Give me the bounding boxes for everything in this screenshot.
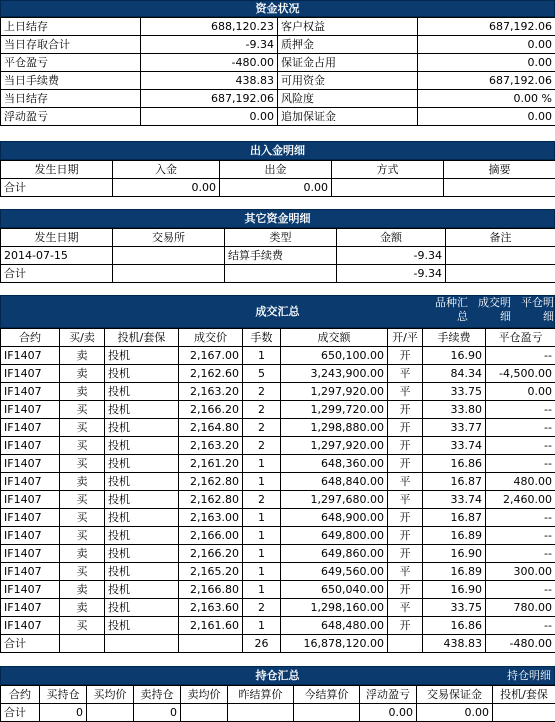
table-cell: IF1407 bbox=[1, 581, 60, 599]
table-cell: 买 bbox=[60, 491, 105, 509]
table-cell: 投机 bbox=[105, 563, 179, 581]
table-cell: 2,162.60 bbox=[179, 365, 243, 383]
table-cell: 开 bbox=[388, 437, 423, 455]
table-cell: 结算手续费 bbox=[225, 247, 337, 265]
table-cell: 1 bbox=[243, 347, 281, 365]
table-cell: -9.34 bbox=[337, 247, 446, 265]
table-cell: 2,161.20 bbox=[179, 455, 243, 473]
table-cell: 平仓盈亏 bbox=[1, 54, 141, 72]
table-cell: 平 bbox=[388, 491, 423, 509]
table-cell: 投机 bbox=[105, 365, 179, 383]
table-header-row bbox=[1, 161, 555, 179]
table-cell: 买 bbox=[60, 563, 105, 581]
table-cell: IF1407 bbox=[1, 491, 60, 509]
table-cell: 买 bbox=[60, 509, 105, 527]
table-cell: 687,192.06 bbox=[418, 18, 555, 36]
trade-row bbox=[1, 527, 555, 545]
table-cell: 687,192.06 bbox=[418, 72, 555, 90]
table-cell: 3,243,900.00 bbox=[281, 365, 388, 383]
table-cell: -- bbox=[486, 527, 555, 545]
table-cell: 2014-07-15 bbox=[1, 247, 113, 265]
table-cell: 当日手续费 bbox=[1, 72, 141, 90]
table-cell: IF1407 bbox=[1, 509, 60, 527]
column-header: 卖持仓 bbox=[134, 686, 181, 704]
position-summary-table bbox=[0, 685, 555, 722]
table-cell: 0.00 bbox=[418, 36, 555, 54]
table-cell: 平 bbox=[388, 365, 423, 383]
table-cell: -- bbox=[486, 419, 555, 437]
table-total-row bbox=[1, 265, 555, 283]
table-cell bbox=[444, 179, 555, 197]
inout-table bbox=[0, 160, 555, 197]
other-funds-table bbox=[0, 228, 555, 283]
table-cell: 平 bbox=[388, 383, 423, 401]
table-cell: 649,860.00 bbox=[281, 545, 388, 563]
table-cell: 2,166.80 bbox=[179, 581, 243, 599]
table-cell bbox=[105, 635, 179, 653]
fund-status-row bbox=[1, 72, 555, 90]
table-cell: IF1407 bbox=[1, 383, 60, 401]
trade-detail-link[interactable] bbox=[478, 296, 511, 324]
table-cell: 买 bbox=[60, 419, 105, 437]
table-cell: 2 bbox=[243, 401, 281, 419]
table-cell: 2,164.80 bbox=[179, 419, 243, 437]
link-text: 总 bbox=[435, 310, 468, 324]
table-cell: 投机 bbox=[105, 509, 179, 527]
table-cell: 质押金 bbox=[278, 36, 418, 54]
trade-summary-title: 成交汇总 bbox=[256, 305, 300, 318]
table-cell: -- bbox=[486, 437, 555, 455]
table-cell: -- bbox=[486, 347, 555, 365]
table-cell: 2,166.20 bbox=[179, 545, 243, 563]
table-cell: 1,298,160.00 bbox=[281, 599, 388, 617]
fund-status-table bbox=[0, 17, 555, 126]
table-header-row bbox=[1, 329, 555, 347]
link-text: 细 bbox=[521, 310, 554, 324]
link-text: 成交明 bbox=[478, 296, 511, 310]
variety-summary-link[interactable] bbox=[435, 296, 468, 324]
column-header: 平仓盈亏 bbox=[486, 329, 555, 347]
table-cell: 保证金占用 bbox=[278, 54, 418, 72]
table-cell: 0.00 bbox=[418, 108, 555, 126]
table-cell: 1 bbox=[243, 617, 281, 635]
table-cell: 648,840.00 bbox=[281, 473, 388, 491]
table-total-row bbox=[1, 635, 555, 653]
table-cell: 合计 bbox=[1, 179, 113, 197]
table-cell: 投机 bbox=[105, 455, 179, 473]
table-cell: 0.00 bbox=[486, 383, 555, 401]
trade-row bbox=[1, 545, 555, 563]
table-cell: 300.00 bbox=[486, 563, 555, 581]
table-cell: 2,162.80 bbox=[179, 473, 243, 491]
column-header: 发生日期 bbox=[1, 161, 113, 179]
table-total-row bbox=[1, 179, 555, 197]
table-cell: -- bbox=[486, 617, 555, 635]
column-header: 入金 bbox=[113, 161, 220, 179]
column-header: 成交价 bbox=[179, 329, 243, 347]
table-cell: 1 bbox=[243, 563, 281, 581]
column-header: 投机/套保 bbox=[105, 329, 179, 347]
table-cell: 当日存取合计 bbox=[1, 36, 141, 54]
trade-row bbox=[1, 437, 555, 455]
table-header-row bbox=[1, 229, 555, 247]
table-cell: -- bbox=[486, 509, 555, 527]
table-cell: 平 bbox=[388, 473, 423, 491]
column-header: 备注 bbox=[446, 229, 555, 247]
table-cell: 买 bbox=[60, 455, 105, 473]
table-cell: 卖 bbox=[60, 347, 105, 365]
table-cell: 16.89 bbox=[423, 563, 486, 581]
table-cell: 卖 bbox=[60, 599, 105, 617]
table-cell: 开 bbox=[388, 581, 423, 599]
table-cell bbox=[60, 635, 105, 653]
table-cell: 33.74 bbox=[423, 437, 486, 455]
table-cell: 开 bbox=[388, 527, 423, 545]
table-cell: 16.90 bbox=[423, 545, 486, 563]
trade-row bbox=[1, 401, 555, 419]
trade-summary-section bbox=[0, 295, 555, 653]
table-cell: 平 bbox=[388, 563, 423, 581]
table-cell bbox=[113, 247, 225, 265]
table-cell: 33.74 bbox=[423, 491, 486, 509]
table-cell: -- bbox=[486, 401, 555, 419]
fund-status-row bbox=[1, 90, 555, 108]
column-header: 方式 bbox=[332, 161, 444, 179]
position-summary-title: 持仓汇总 bbox=[256, 669, 300, 682]
table-cell: 投机 bbox=[105, 599, 179, 617]
table-cell: -4,500.00 bbox=[486, 365, 555, 383]
table-cell: 1 bbox=[243, 527, 281, 545]
table-cell: 16.87 bbox=[423, 509, 486, 527]
trade-row bbox=[1, 581, 555, 599]
table-cell: 1,297,920.00 bbox=[281, 437, 388, 455]
table-cell: 投机 bbox=[105, 419, 179, 437]
table-cell: 开 bbox=[388, 455, 423, 473]
table-cell: IF1407 bbox=[1, 365, 60, 383]
trade-row bbox=[1, 455, 555, 473]
table-cell bbox=[225, 265, 337, 283]
column-header: 交易所 bbox=[113, 229, 225, 247]
table-cell: 16.90 bbox=[423, 347, 486, 365]
table-cell: 2,165.20 bbox=[179, 563, 243, 581]
table-cell: 0.00 bbox=[220, 179, 332, 197]
table-cell: 2 bbox=[243, 419, 281, 437]
inout-section bbox=[0, 141, 555, 197]
table-cell: IF1407 bbox=[1, 545, 60, 563]
table-cell: 开 bbox=[388, 401, 423, 419]
table-row bbox=[1, 247, 555, 265]
column-header: 手续费 bbox=[423, 329, 486, 347]
table-cell: IF1407 bbox=[1, 599, 60, 617]
trade-summary-table bbox=[0, 328, 555, 653]
table-cell: 0.00 bbox=[418, 54, 555, 72]
table-cell: IF1407 bbox=[1, 401, 60, 419]
column-header: 买/卖 bbox=[60, 329, 105, 347]
table-cell: 合计 bbox=[1, 265, 113, 283]
table-cell: 0.00 bbox=[417, 704, 493, 722]
table-cell: 5 bbox=[243, 365, 281, 383]
table-cell: 1,299,720.00 bbox=[281, 401, 388, 419]
table-cell: 2 bbox=[243, 383, 281, 401]
table-cell: 480.00 bbox=[486, 473, 555, 491]
table-cell: 2,161.60 bbox=[179, 617, 243, 635]
table-cell: 可用资金 bbox=[278, 72, 418, 90]
table-cell: IF1407 bbox=[1, 455, 60, 473]
table-cell: 开 bbox=[388, 419, 423, 437]
table-cell: 33.75 bbox=[423, 383, 486, 401]
fund-status-section bbox=[0, 0, 555, 126]
close-detail-link[interactable] bbox=[521, 296, 554, 324]
trade-row bbox=[1, 347, 555, 365]
table-cell: 648,900.00 bbox=[281, 509, 388, 527]
table-cell: 26 bbox=[243, 635, 281, 653]
column-header: 成交额 bbox=[281, 329, 388, 347]
table-cell: 649,800.00 bbox=[281, 527, 388, 545]
trade-summary-links bbox=[425, 296, 554, 324]
table-cell: 33.75 bbox=[423, 599, 486, 617]
table-cell: 投机 bbox=[105, 347, 179, 365]
table-cell: IF1407 bbox=[1, 563, 60, 581]
table-cell: 浮动盈亏 bbox=[1, 108, 141, 126]
table-cell: 投机 bbox=[105, 401, 179, 419]
column-header: 手数 bbox=[243, 329, 281, 347]
table-cell: 687,192.06 bbox=[141, 90, 278, 108]
link-text: 平仓明 bbox=[521, 296, 554, 310]
table-cell: 1 bbox=[243, 455, 281, 473]
table-cell: 649,560.00 bbox=[281, 563, 388, 581]
table-cell: 2,460.00 bbox=[486, 491, 555, 509]
link-text: 细 bbox=[478, 310, 511, 324]
fund-status-title: 资金状况 bbox=[0, 0, 555, 17]
table-cell: 16.90 bbox=[423, 581, 486, 599]
inout-title: 出入金明细 bbox=[0, 141, 555, 160]
table-cell: 买 bbox=[60, 437, 105, 455]
table-cell: 1,298,880.00 bbox=[281, 419, 388, 437]
table-cell: -- bbox=[486, 455, 555, 473]
trade-row bbox=[1, 473, 555, 491]
table-cell: 438.83 bbox=[141, 72, 278, 90]
table-cell: IF1407 bbox=[1, 617, 60, 635]
table-cell: 追加保证金 bbox=[278, 108, 418, 126]
trade-row bbox=[1, 617, 555, 635]
table-cell: 648,360.00 bbox=[281, 455, 388, 473]
table-cell: 0.00 % bbox=[418, 90, 555, 108]
table-cell: 买 bbox=[60, 527, 105, 545]
table-cell: 438.83 bbox=[423, 635, 486, 653]
column-header: 投机/套保 bbox=[493, 686, 555, 704]
table-cell: -- bbox=[486, 545, 555, 563]
link-text: 品种汇 bbox=[435, 296, 468, 310]
table-cell: 买 bbox=[60, 401, 105, 419]
table-cell: 16.89 bbox=[423, 527, 486, 545]
table-cell: 2 bbox=[243, 491, 281, 509]
trade-row bbox=[1, 365, 555, 383]
table-cell: 1,297,680.00 bbox=[281, 491, 388, 509]
table-cell: 开 bbox=[388, 617, 423, 635]
trade-row bbox=[1, 509, 555, 527]
trade-row bbox=[1, 383, 555, 401]
table-cell: -480.00 bbox=[141, 54, 278, 72]
position-detail-link[interactable]: 持仓明细 bbox=[507, 667, 554, 684]
column-header: 买持仓 bbox=[40, 686, 87, 704]
table-cell: 投机 bbox=[105, 491, 179, 509]
table-cell: 卖 bbox=[60, 383, 105, 401]
table-cell: 投机 bbox=[105, 473, 179, 491]
table-cell: 开 bbox=[388, 509, 423, 527]
table-cell: 1 bbox=[243, 581, 281, 599]
table-cell: 投机 bbox=[105, 617, 179, 635]
table-cell: 上日结存 bbox=[1, 18, 141, 36]
column-header: 昨结算价 bbox=[228, 686, 294, 704]
table-cell bbox=[446, 247, 555, 265]
trade-summary-header bbox=[0, 295, 555, 328]
table-cell: 投机 bbox=[105, 527, 179, 545]
table-cell: IF1407 bbox=[1, 527, 60, 545]
table-cell: 33.80 bbox=[423, 401, 486, 419]
column-header: 今结算价 bbox=[294, 686, 360, 704]
table-cell: 33.77 bbox=[423, 419, 486, 437]
table-cell: IF1407 bbox=[1, 473, 60, 491]
fund-status-row bbox=[1, 54, 555, 72]
trade-row bbox=[1, 563, 555, 581]
table-cell: 16.86 bbox=[423, 455, 486, 473]
table-cell: 84.34 bbox=[423, 365, 486, 383]
table-cell: 2,163.00 bbox=[179, 509, 243, 527]
table-cell: IF1407 bbox=[1, 437, 60, 455]
table-cell: 2,163.20 bbox=[179, 437, 243, 455]
trade-row bbox=[1, 491, 555, 509]
fund-status-row bbox=[1, 18, 555, 36]
column-header: 发生日期 bbox=[1, 229, 113, 247]
position-summary-section bbox=[0, 666, 555, 722]
table-cell: 0.00 bbox=[360, 704, 417, 722]
table-cell: 买 bbox=[60, 617, 105, 635]
table-cell: -9.34 bbox=[337, 265, 446, 283]
other-funds-section bbox=[0, 209, 555, 283]
table-cell: 卖 bbox=[60, 473, 105, 491]
table-cell: 合计 bbox=[1, 635, 60, 653]
table-cell: 投机 bbox=[105, 545, 179, 563]
table-cell: IF1407 bbox=[1, 347, 60, 365]
column-header: 交易保证金 bbox=[417, 686, 493, 704]
table-cell: 风险度 bbox=[278, 90, 418, 108]
column-header: 浮动盈亏 bbox=[360, 686, 417, 704]
table-cell bbox=[113, 265, 225, 283]
table-cell: 648,480.00 bbox=[281, 617, 388, 635]
table-cell: 投机 bbox=[105, 437, 179, 455]
table-cell: 投机 bbox=[105, 383, 179, 401]
table-cell bbox=[332, 179, 444, 197]
table-cell: 650,040.00 bbox=[281, 581, 388, 599]
table-cell: 1 bbox=[243, 545, 281, 563]
table-cell: 合计 bbox=[1, 704, 40, 722]
fund-status-row bbox=[1, 36, 555, 54]
table-cell: 0 bbox=[134, 704, 181, 722]
table-cell: 16,878,120.00 bbox=[281, 635, 388, 653]
column-header: 类型 bbox=[225, 229, 337, 247]
column-header: 合约 bbox=[1, 686, 40, 704]
table-cell: 0 bbox=[40, 704, 87, 722]
column-header: 卖均价 bbox=[181, 686, 228, 704]
table-cell: 开 bbox=[388, 545, 423, 563]
table-cell bbox=[388, 635, 423, 653]
table-cell: 卖 bbox=[60, 545, 105, 563]
fund-status-row bbox=[1, 108, 555, 126]
table-cell: 2,166.20 bbox=[179, 401, 243, 419]
table-cell: -9.34 bbox=[141, 36, 278, 54]
table-cell: -480.00 bbox=[486, 635, 555, 653]
table-cell: -- bbox=[486, 581, 555, 599]
column-header: 摘要 bbox=[444, 161, 555, 179]
column-header: 金额 bbox=[337, 229, 446, 247]
table-cell: 2,163.20 bbox=[179, 383, 243, 401]
table-cell: 卖 bbox=[60, 581, 105, 599]
table-cell: 0.00 bbox=[141, 108, 278, 126]
table-cell: 16.87 bbox=[423, 473, 486, 491]
table-cell: 0.00 bbox=[113, 179, 220, 197]
table-cell: 1 bbox=[243, 509, 281, 527]
table-cell: 2,167.00 bbox=[179, 347, 243, 365]
table-cell bbox=[446, 265, 555, 283]
table-header-row bbox=[1, 686, 555, 704]
table-cell: 1 bbox=[243, 473, 281, 491]
table-cell: 2,163.60 bbox=[179, 599, 243, 617]
column-header: 合约 bbox=[1, 329, 60, 347]
table-cell: 客户权益 bbox=[278, 18, 418, 36]
table-cell: 平 bbox=[388, 599, 423, 617]
trade-row bbox=[1, 419, 555, 437]
table-cell: 650,100.00 bbox=[281, 347, 388, 365]
table-cell: 780.00 bbox=[486, 599, 555, 617]
table-cell: 2,166.00 bbox=[179, 527, 243, 545]
position-summary-header bbox=[0, 666, 555, 685]
table-cell: 卖 bbox=[60, 365, 105, 383]
table-cell: IF1407 bbox=[1, 419, 60, 437]
table-cell: 当日结存 bbox=[1, 90, 141, 108]
column-header: 买均价 bbox=[87, 686, 134, 704]
table-cell: 开 bbox=[388, 347, 423, 365]
table-cell bbox=[179, 635, 243, 653]
table-cell: 2 bbox=[243, 599, 281, 617]
table-cell: 16.86 bbox=[423, 617, 486, 635]
table-cell: 2,162.80 bbox=[179, 491, 243, 509]
column-header: 开/平 bbox=[388, 329, 423, 347]
other-funds-title: 其它资金明细 bbox=[0, 209, 555, 228]
trade-row bbox=[1, 599, 555, 617]
table-cell: 2 bbox=[243, 437, 281, 455]
table-cell: 1,297,920.00 bbox=[281, 383, 388, 401]
column-header: 出金 bbox=[220, 161, 332, 179]
table-cell: 688,120.23 bbox=[141, 18, 278, 36]
table-cell: 投机 bbox=[105, 581, 179, 599]
